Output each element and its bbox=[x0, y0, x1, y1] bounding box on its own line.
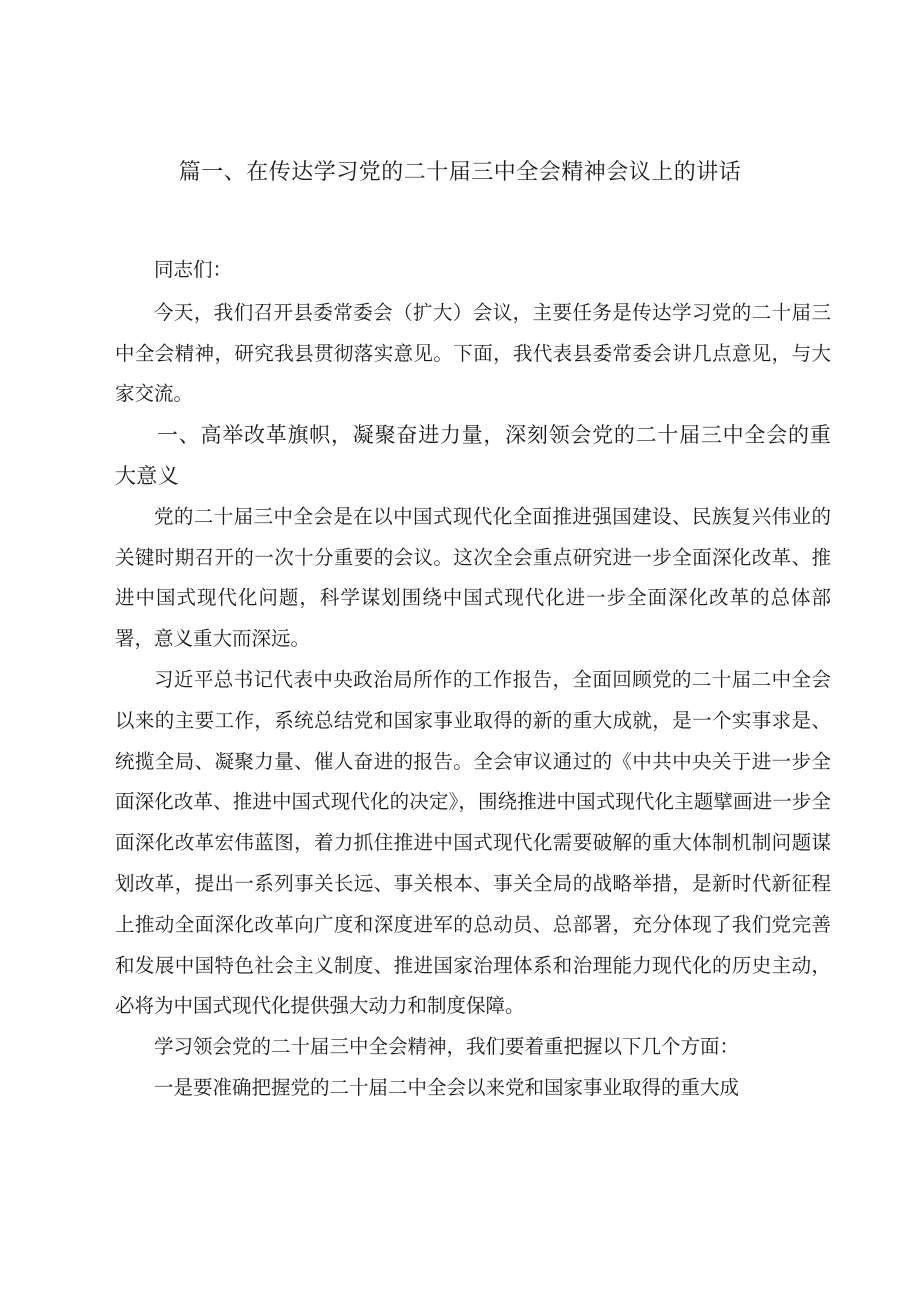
paragraph-intro: 今天，我们召开县委常委会（扩大）会议，主要任务是传达学习党的二十届三中全会精神，研究我县贯彻落实意见。下面，我代表县委常委会讲几点意见，与大家交流。 bbox=[115, 300, 831, 406]
document-title: 篇一、在传达学习党的二十届三中全会精神会议上的讲话 bbox=[178, 160, 742, 185]
paragraph-point-one: 一是要准确把握党的二十届二中全会以来党和国家事业取得的重大成 bbox=[154, 1075, 740, 1099]
greeting: 同志们： bbox=[154, 258, 233, 281]
paragraph-significance: 党的二十届三中全会是在以中国式现代化全面推进强国建设、民族复兴伟业的关键时期召开的一次十分重要的会议。这次全会重点研究进一步全面深化改革、推进中国式现代化问题，科学谋划围绕中国式现代化进一步全面深化改革的总体部署，意义重大而深远。 bbox=[115, 504, 831, 651]
document-body bbox=[115, 250, 831, 1109]
section-heading: 一、高举改革旗帜，凝聚奋进力量，深刻领会党的二十届三中全会的重大意义 bbox=[115, 423, 831, 488]
paragraph-report: 习近平总书记代表中央政治局所作的工作报告，全面回顾党的二十届二中全会以来的主要工作，系统总结党和国家事业取得的新的重大成就，是一个实事求是、统揽全局、凝聚力量、催人奋进的报告。全会审议通过的《中共中央关于进一步全面深化改革、推进中国式现代化的决定》，围绕推进中国式现代化主题擘画进一步全面深化改革宏伟蓝图，着力抓住推进中国式现代化需要破解的重大体制机制问题谋划改革，提出一系列事关长远、事关根本、事关全局的战略举措，是新时代新征程上推动全面深化改革向广度和深度进军的总动员、总部署，充分体现了我们党完善和发展中国特色社会主义制度、推进国家治理体系和治理能力现代化的历史主动，必将为中国式现代化提供强大动力和制度保障。 bbox=[115, 667, 831, 1018]
paragraph-study-points: 学习领会党的二十届三中全会精神，我们要着重把握以下几个方面： bbox=[154, 1035, 740, 1059]
